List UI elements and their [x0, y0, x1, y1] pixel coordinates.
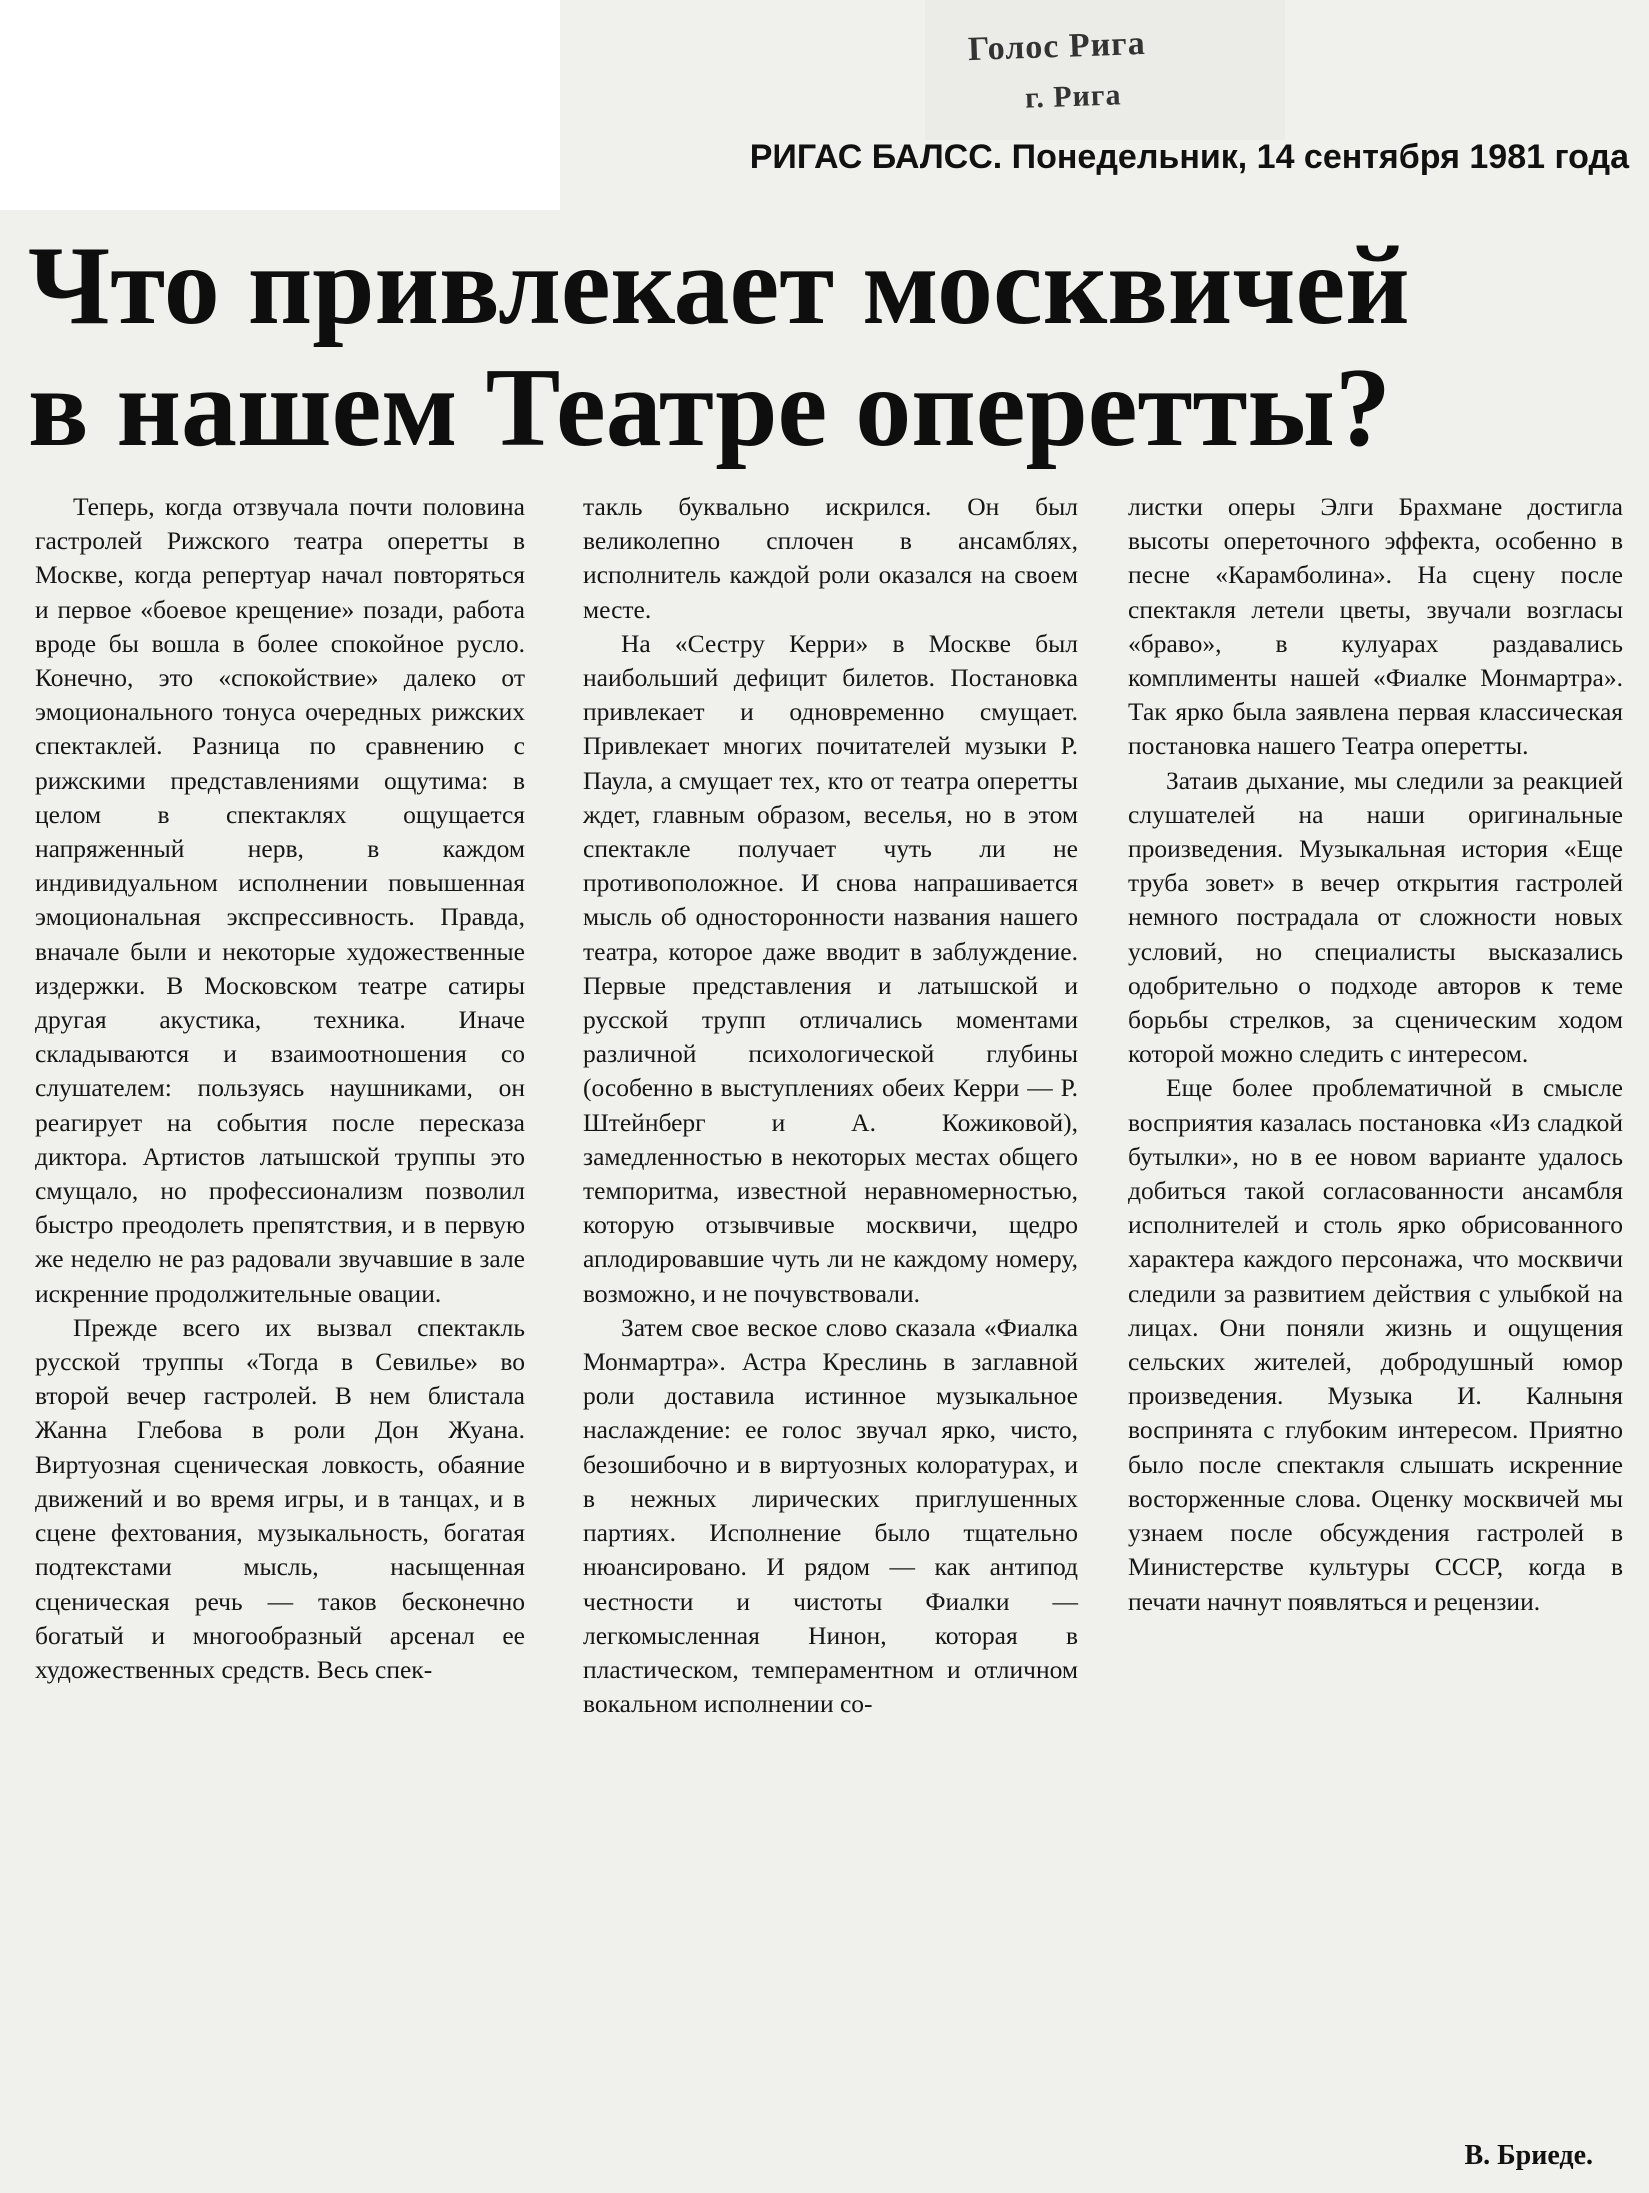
headline	[28, 225, 1628, 469]
paragraph: листки оперы Элги Брахмане достигла высоты опереточного эффекта, особенно в песне «Карамболина». На сцену после спектакля летели цветы, звучали возгласы «браво», в кулуарах раздавались комплименты нашей «Фиалке Монмартра». Так ярко была заявлена первая классическая постановка нашего Театра оперетты.	[1128, 492, 1623, 761]
author-signature: В. Бриеде.	[1464, 2140, 1593, 2171]
clipping-cut-corner	[0, 0, 560, 210]
stamp-tab	[925, 0, 1285, 140]
paragraph: Теперь, когда отзвучала почти половина гастролей Рижского театра оперетты в Москве, когда репертуар начал повторяться и первое «боевое крещение» позади, работа вроде бы вошла в более спокойное русло. Конечно, это «спокойствие» далеко от эмоционального тонуса очередных рижских спектаклей. Разница по сравнению с рижскими представлениями ощутима: в целом в спектаклях ощущается напряженный нерв, в каждом индивидуальном исполнении повышенная эмоциональная экспрессивность. Правда, вначале были и некоторые художественные издержки. В Московском театре сатиры другая акустика, техника. Иначе складываются и взаимоотношения со слушателем: пользуясь наушниками, он реагирует на события после пересказа диктора. Артистов латышской труппы это смущало, но профессионализм позволил быстро преодолеть препятствия, и в первую же неделю не раз радовали звучавшие в зале искренние продолжительные овации.	[35, 492, 525, 1308]
headline-line-2: в нашем Театре оперетты?	[28, 346, 1391, 470]
paragraph: На «Сестру Керри» в Москве был наибольший дефицит билетов. Постановка привлекает и одновременно смущает. Привлекает многих почитателей музыки Р. Паула, а смущает тех, кто от театра оперетты ждет, главным образом, веселья, но в этом спектакле получает чуть ли не противоположное. И снова напрашивается мысль об односторонности названия нашего театра, которое даже вводит в заблуждение. Первые представления и латышской и русской трупп отличались моментами различной психологической глубины (особенно в выступлениях обеих Керри — Р. Штейнберг и А. Кожиковой), замедленностью в некоторых местах общего темпоритма, известной неравномерностью, которую отзывчивые москвичи, щедро аплодировавшие чуть ли не каждому номеру, возможно, и не почувствовали.	[583, 628, 1078, 1308]
paragraph: Еще более проблематичной в смысле восприятия казалась постановка «Из сладкой бутылки», но в ее новом варианте удалось добиться такой согласованности ансамбля исполнителей и столь ярко обрисованного характера каждого персонажа, что москвичи следили за развитием действия с улыбкой на лицах. Они поняли жизнь и ощущения сельских жителей, добродушный юмор произведения. Музыка И. Калныня воспринята с глубоким интересом. Приятно было после спектакля слышать искренние восторженные слова. Оценку москвичей мы узнаем после обсуждения гастролей в Министерстве культуры СССР, когда в печати начнут появляться и рецензии.	[1128, 1073, 1623, 1616]
article-column-3	[1128, 490, 1623, 1619]
paragraph: такль буквально искрился. Он был великолепно сплочен в ансамблях, исполнитель каждой роли оказался на своем месте.	[583, 492, 1078, 624]
masthead: РИГАС БАЛСС. Понедельник, 14 сентября 1981 года	[749, 138, 1629, 176]
stamp-line-1: Голос Рига	[967, 24, 1147, 69]
article-column-2	[583, 490, 1078, 1721]
article-column-1	[35, 490, 525, 1687]
paragraph: Затаив дыхание, мы следили за реакцией слушателей на наши оригинальные произведения. Музыкальная история «Еще труба зовет» в вечер открытия гастролей немного пострадала от сложности новых условий, но специалисты высказались одобрительно о подходе авторов к теме борьбы стрелков, за сценическим ходом которой можно следить с интересом.	[1128, 765, 1623, 1069]
headline-line-1: Что привлекает москвичей	[28, 224, 1410, 348]
paragraph: Прежде всего их вызвал спектакль русской труппы «Тогда в Севилье» во второй вечер гастролей. В нем блистала Жанна Глебова в роли Дон Жуана. Виртуозная сценическая ловкость, обаяние движений и во время игры, и в танцах, и в сцене фехтования, музыкальность, богатая подтекстами мысль, насыщенная сценическая речь — таков бесконечно богатый и многообразный арсенал ее художественных средств. Весь спек-	[35, 1312, 525, 1684]
paragraph: Затем свое веское слово сказала «Фиалка Монмартра». Астра Креслинь в заглавной роли доставила истинное музыкальное наслаждение: ее голос звучал ярко, чисто, безошибочно и в виртуозных колоратурах, и в нежных лирических приглушенных партиях. Исполнение было тщательно нюансировано. И рядом — как антипод честности и чистоты Фиалки — легкомысленная Нинон, которая в пластическом, темпераментном и отличном вокальном исполнении со-	[583, 1312, 1078, 1719]
stamp-line-2: г. Рига	[1024, 78, 1123, 115]
